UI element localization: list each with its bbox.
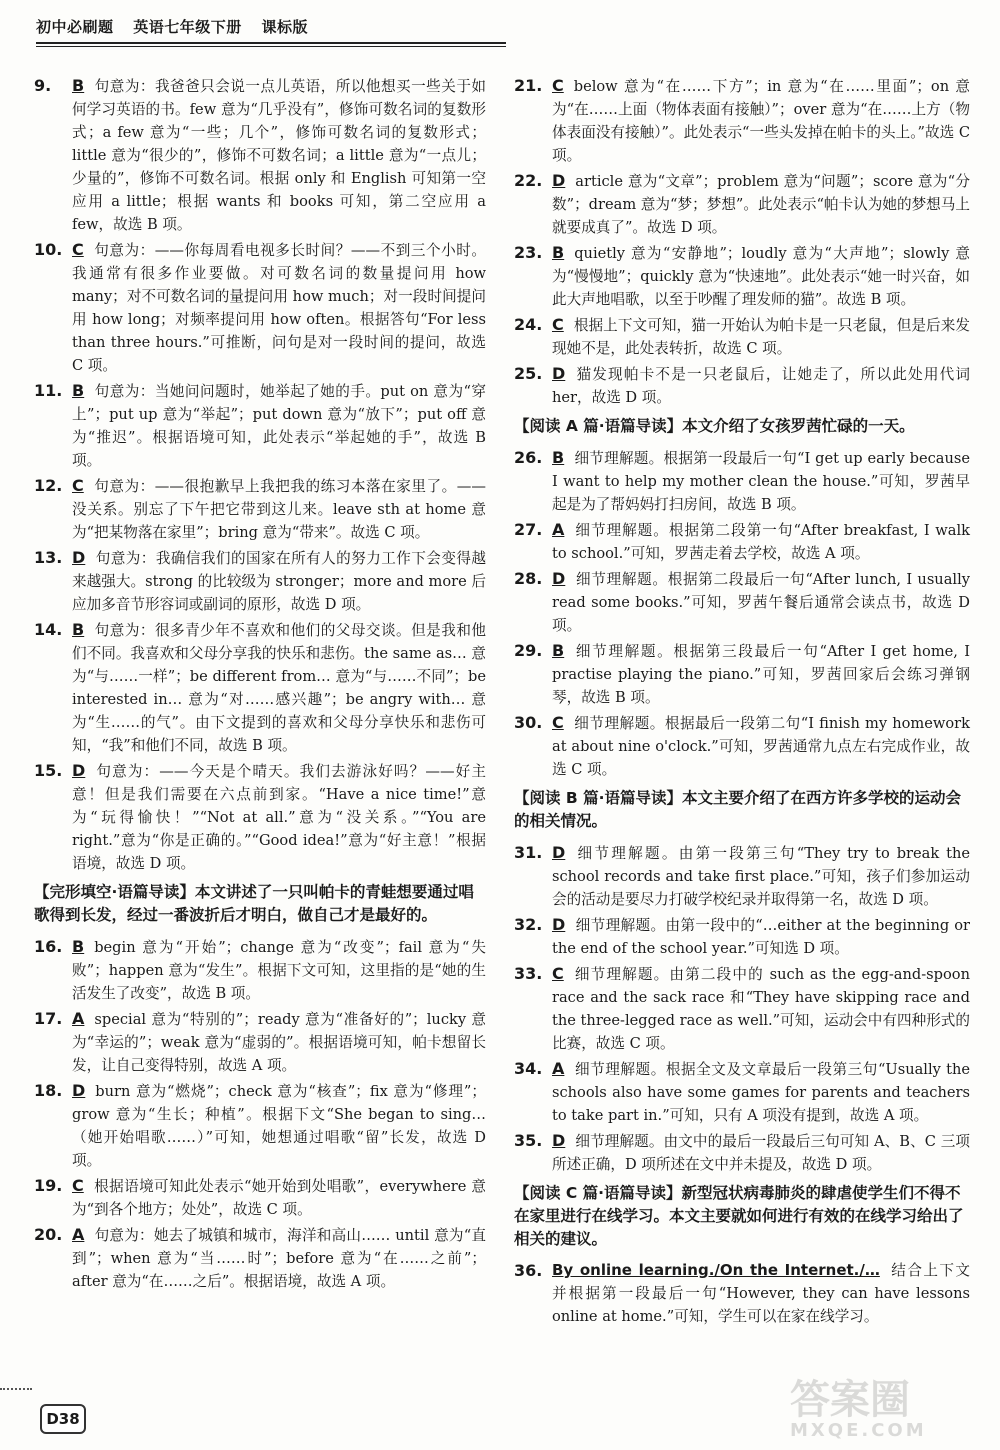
question-number: 33. (514, 964, 543, 983)
explanation-text: 根据语境可知此处表示“她开始到处唱歌”，everywhere 意为“到各个地方；处处”，故选 C 项。 (72, 1178, 486, 1218)
question-number: 20. (34, 1225, 63, 1244)
answer-key: C (552, 964, 564, 983)
answer-key: D (552, 1131, 566, 1150)
explanation-text: 句意为：——你每周看电视多长时间？——不到三个小时。我通常有很多作业要做。对可数名词的数量提问用 how many；对不可数名词的量提问用 how much；对一段时间提问用 how long；对频率提问用 how often。根据答句“For less than three hours.”可推断，问句是对一段时间的提问，故选 C 项。 (72, 242, 486, 374)
answer-item (514, 169, 970, 239)
question-number: 29. (514, 641, 543, 660)
explanation-text: 细节理解题。根据第二段第一句“After breakfast, I walk to school.”可知，罗茜走着去学校，故选 A 项。 (552, 522, 970, 562)
header-rule-thin (36, 46, 506, 47)
answer-item (514, 1129, 970, 1176)
answer-item (514, 567, 970, 637)
answer-item (514, 639, 970, 709)
question-number: 23. (514, 243, 543, 262)
answer-key: C (72, 476, 84, 495)
answer-key: D (552, 569, 566, 588)
answer-key: D (552, 171, 566, 190)
answer-key: D (552, 843, 566, 862)
right-column (514, 74, 970, 1330)
question-number: 19. (34, 1176, 63, 1195)
answer-item (514, 711, 970, 781)
question-number: 26. (514, 448, 543, 467)
question-number: 16. (34, 937, 63, 956)
explanation-text: 句意为：我爸爸只会说一点儿英语，所以他想买一些关于如何学习英语的书。few 意为“几乎没有”，修饰可数名词的复数形式；a few 意为“一些；几个”，修饰可数名词的复数形式；little 意为“很少的”，修饰不可数名词；a little 意为“一点儿；少量的”，修饰不可数名词。根据 only 和 English 可知第一空应用 a little；根据 wants 和 books 可知，第二空应用 a few，故选 B 项。 (72, 78, 486, 233)
explanation-text: 细节理解题。由第一段第三句“They try to break the school records and take first place.”可知，孩子们参加运动会的活动是要尽力打破学校纪录并取得第一名，故选 D 项。 (552, 845, 970, 908)
question-number: 10. (34, 240, 63, 259)
explanation-text: 细节理解题。根据最后一段第二句“I finish my homework at about nine o'clock.”可知，罗茜通常九点左右完成作业，故选 C 项。 (552, 715, 970, 778)
answer-item (514, 241, 970, 311)
question-number: 36. (514, 1261, 543, 1280)
explanation-text: 句意为：当她问问题时，她举起了她的手。put on 意为“穿上”；put up 意为“举起”；put down 意为“放下”；put off 意为“推迟”。根据语境可知，此处表示“举起她的手”，故选 B 项。 (72, 383, 486, 469)
answer-key: C (552, 713, 564, 732)
answer-item (514, 962, 970, 1055)
question-number: 24. (514, 315, 543, 334)
explanation-text: begin 意为“开始”；change 意为“改变”；fail 意为“失败”；happen 意为“发生”。根据下文可知，这里指的是“她的生活发生了改变”，故选 B 项。 (72, 939, 486, 1002)
answer-key: A (72, 1009, 85, 1028)
explanation-text: 句意为：很多青少年不喜欢和他们的父母交谈。但是我和他们不同。我喜欢和父母分享我的快乐和悲伤。the same as… 意为“与……一样”；be different from… 意为“与……不同”；be interested in… 意为“对……感兴趣”；be angry with… 意为“生……的气”。由下文提到的喜欢和父母分享快乐和悲伤可知，“我”和他们不同，故选 B 项。 (72, 622, 486, 754)
section-intro: 【完形填空·语篇导读】本文讲述了一只叫帕卡的青蛙想要通过唱歌得到长发，经过一番波折后才明白，做自己才是最好的。 (34, 883, 474, 924)
answer-key: A (552, 1059, 565, 1078)
answer-key: B (552, 641, 565, 660)
answer-key: B (72, 76, 85, 95)
explanation-text: article 意为“文章”；problem 意为“问题”；score 意为“分数”；dream 意为“梦；梦想”。此处表示“帕卡认为她的梦想马上就要成真了”。故选 D 项。 (552, 173, 970, 236)
answer-item (34, 379, 486, 472)
answer-item (514, 1057, 970, 1127)
explanation-text: 细节理解题。由第一段中的“…either at the beginning or the end of the school year.”可知选 D 项。 (552, 917, 970, 957)
subject-title: 英语七年级下册 (133, 18, 242, 36)
answer-item (34, 1174, 486, 1221)
question-number: 21. (514, 76, 543, 95)
explanation-text: burn 意为“燃烧”；check 意为“核查”；fix 意为“修理”；grow 意为“生长；种植”。根据下文“She began to sing…（她开始唱歌……）”可知，她想通过唱歌“留”长发，故选 D 项。 (72, 1083, 486, 1169)
explanation-text: 细节理解题。根据第一段最后一句“I get up early because I want to help my mother clean the house.”可知，罗茜早起是为了帮妈妈打扫房间，故选 B 项。 (552, 450, 970, 513)
answer-item (34, 474, 486, 544)
explanation-text: 根据上下文可知，猫一开始认为帕卡是一只老鼠，但是后来发现她不是，此处表转折，故选 C 项。 (552, 317, 970, 357)
answer-key: D (72, 1081, 86, 1100)
answer-key: B (72, 937, 85, 956)
answer-item (34, 759, 486, 875)
answer-item (514, 518, 970, 565)
question-number: 27. (514, 520, 543, 539)
left-column (34, 74, 486, 1295)
question-number: 22. (514, 171, 543, 190)
page-number: D38 (40, 1404, 86, 1434)
answer-key: B (72, 620, 85, 639)
question-number: 34. (514, 1059, 543, 1078)
answer-key: D (552, 915, 566, 934)
question-number: 18. (34, 1081, 63, 1100)
answer-key: By online learning./On the Internet./… (552, 1261, 880, 1279)
answer-key: D (72, 761, 86, 780)
question-number: 30. (514, 713, 543, 732)
question-number: 17. (34, 1009, 63, 1028)
section-intro: 【阅读 B 篇·语篇导读】本文主要介绍了在西方许多学校的运动会的相关情况。 (514, 789, 961, 830)
answer-item (514, 1259, 970, 1328)
edition-label: 课标版 (261, 18, 309, 36)
section-intro: 【阅读 A 篇·语篇导读】本文介绍了女孩罗茜忙碌的一天。 (514, 417, 915, 435)
answer-key: A (72, 1225, 85, 1244)
question-number: 15. (34, 761, 63, 780)
answer-item (34, 546, 486, 616)
explanation-text: 细节理解题。由文中的最后一段最后三句可知 A、B、C 三项所述正确，D 项所述在文中并未提及，故选 D 项。 (552, 1133, 970, 1173)
running-header (36, 10, 506, 50)
question-number: 14. (34, 620, 63, 639)
answer-item (34, 935, 486, 1005)
explanation-text: 猫发现帕卡不是一只老鼠后，让她走了，所以此处用代词 her，故选 D 项。 (552, 366, 970, 406)
answer-item (514, 362, 970, 409)
answer-key: B (552, 243, 565, 262)
explanation-text: 结合上下文并根据第一段最后一句“However, they can have lessons online at home.”可知，学生可以在家在线学习。 (552, 1262, 970, 1325)
margin-dots (0, 1388, 32, 1394)
explanation-text: 细节理解题。根据全文及文章最后一段第三句“Usually the schools also have some games for parents and teachers to take part in.”可知，只有 A 项没有提到，故选 A 项。 (552, 1061, 970, 1124)
explanation-text: 句意为：她去了城镇和城市，海洋和高山…… until 意为“直到”；when 意为“当……时”；before 意为“在……之前”；after 意为“在……之后”。根据语境，故选 A 项。 (72, 1227, 486, 1290)
answer-item (34, 238, 486, 377)
answer-item (514, 913, 970, 960)
explanation-text: 细节理解题。根据第二段最后一句“After lunch, I usually read some books.”可知，罗茜午餐后通常会读点书，故选 D 项。 (552, 571, 970, 634)
section-intro: 【阅读 C 篇·语篇导读】新型冠状病毒肺炎的肆虐使学生们不得不在家里进行在线学习。本文主要就如何进行有效的在线学习给出了相关的建议。 (514, 1184, 964, 1248)
answer-key: C (72, 1176, 84, 1195)
answer-item (514, 313, 970, 360)
explanation-text: 细节理解题。根据第三段最后一句“After I get home, I practise playing the piano.”可知，罗茜回家后会练习弹钢琴，故选 B 项。 (552, 643, 970, 706)
watermark-main: 答案圈 (790, 1377, 910, 1423)
header-rule (36, 42, 506, 44)
question-number: 11. (34, 381, 63, 400)
explanation-text: quietly 意为“安静地”；loudly 意为“大声地”；slowly 意为“慢慢地”；quickly 意为“快速地”。此处表示“她一时兴奋，如此大声地唱歌，以至于吵醒了理发师的猫”。故选 B 项。 (552, 245, 970, 308)
question-number: 31. (514, 843, 543, 862)
question-number: 28. (514, 569, 543, 588)
explanation-text: 句意为：——今天是个晴天。我们去游泳好吗？——好主意！但是我们需要在六点前到家。“Have a nice time!”意为“玩得愉快！”“Not at all.”意为“没关系。”“You are right.”意为“你是正确的。”“Good idea!”意为“好主意！”根据语境，故选 D 项。 (72, 763, 486, 872)
answer-key: C (552, 76, 564, 95)
answer-item (514, 74, 970, 167)
answer-key: D (72, 548, 86, 567)
question-number: 13. (34, 548, 63, 567)
answer-item (34, 1007, 486, 1077)
explanation-text: 句意为：——很抱歉早上我把我的练习本落在家里了。——没关系。别忘了下午把它带到这儿来。leave sth at home 意为“把某物落在家里”；bring 意为“带来”。故选 C 项。 (72, 478, 486, 541)
answer-item (34, 1223, 486, 1293)
watermark-logo (790, 1377, 990, 1450)
question-number: 32. (514, 915, 543, 934)
answer-key: B (552, 448, 565, 467)
explanation-text: special 意为“特别的”；ready 意为“准备好的”；lucky 意为“幸运的”；weak 意为“虚弱的”。根据语境可知，帕卡想留长发，让自己变得特别，故选 A 项。 (72, 1011, 486, 1074)
answer-item (514, 446, 970, 516)
question-number: 12. (34, 476, 63, 495)
answer-key: C (72, 240, 84, 259)
answer-item (34, 618, 486, 757)
explanation-text: 句意为：我确信我们的国家在所有人的努力工作下会变得越来越强大。strong 的比较级为 stronger；more and more 后应加多音节形容词或副词的原形，故选 D 项。 (72, 550, 486, 613)
answer-key: B (72, 381, 85, 400)
question-number: 25. (514, 364, 543, 383)
answer-item (34, 1079, 486, 1172)
answer-key: C (552, 315, 564, 334)
question-number: 9. (34, 76, 52, 95)
answer-item (514, 841, 970, 911)
explanation-text: 细节理解题。由第二段中的 such as the egg-and-spoon race and the sack race 和“They have skipping race and the three-legged race as well.”可知，运动会中有四种形式的比赛，故选 C 项。 (552, 966, 970, 1052)
watermark-url: MXQE.COM (790, 1420, 927, 1441)
answer-key: A (552, 520, 565, 539)
answer-item (34, 74, 486, 236)
question-number: 35. (514, 1131, 543, 1150)
series-title: 初中必刷题 (36, 18, 114, 36)
explanation-text: below 意为“在……下方”；in 意为“在……里面”；on 意为“在……上面（物体表面有接触）”；over 意为“在……上方（物体表面没有接触）”。此处表示“一些头发掉在帕卡的头上。”故选 C 项。 (552, 78, 970, 164)
answer-key: D (552, 364, 566, 383)
